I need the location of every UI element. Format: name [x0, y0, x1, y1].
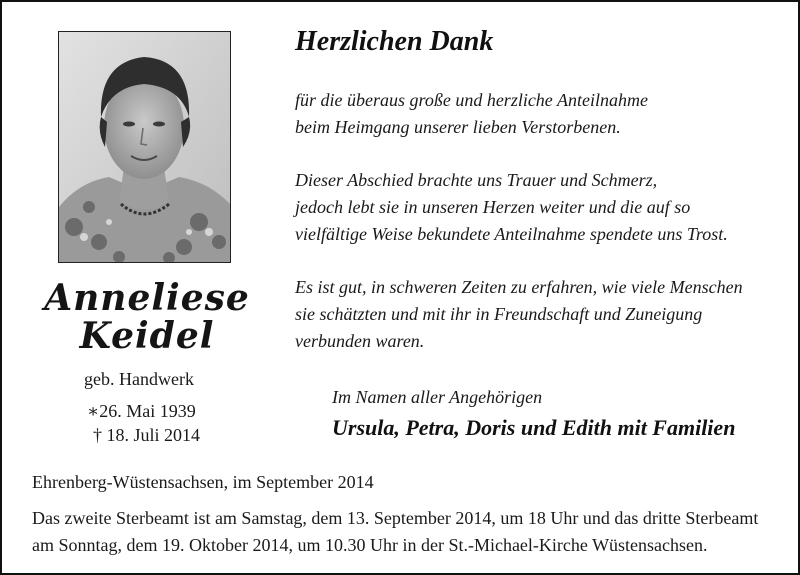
paragraph-line: vielfältige Weise bekundete Anteilnahme spendete uns Trost. — [295, 224, 728, 244]
signature-names: Ursula, Petra, Doris und Edith mit Familien — [332, 415, 736, 440]
paragraph-line: Es ist gut, in schweren Zeiten zu erfahren, wie viele Menschen — [295, 277, 743, 297]
paragraph-line: sie schätzten und mit ihr in Freundschaft und Zuneigung — [295, 304, 703, 324]
paragraph-line: beim Heimgang unserer lieben Verstorbenen. — [295, 117, 621, 137]
notice-line: Das zweite Sterbeamt ist am Samstag, dem 13. September 2014, um 18 Uhr und das dritte Sterbeamt — [32, 508, 759, 528]
portrait-image — [59, 32, 230, 262]
deceased-first-name: Anneliese — [44, 277, 250, 319]
birth-date: ∗26. Mai 1939 — [87, 401, 196, 421]
paragraph-line: Dieser Abschied brachte uns Trauer und Schmerz, — [295, 170, 658, 190]
signature-intro: Im Namen aller Angehörigen — [332, 387, 543, 407]
thanks-heading: Herzlichen Dank — [295, 26, 494, 57]
paragraph-line: für die überaus große und herzliche Anteilnahme — [295, 90, 648, 110]
memorial-service-notice — [32, 505, 758, 559]
death-date: † 18. Juli 2014 — [93, 425, 201, 445]
paragraph-line: verbunden waren. — [295, 331, 425, 351]
portrait-photo — [58, 31, 231, 263]
thanks-paragraph — [295, 167, 728, 248]
thanks-paragraph — [295, 87, 648, 141]
deceased-last-name: Keidel — [79, 315, 215, 357]
paragraph-line: jedoch lebt sie in unseren Herzen weiter und die auf so — [295, 197, 691, 217]
birth-name: geb. Handwerk — [84, 369, 194, 389]
place-date: Ehrenberg-Wüstensachsen, im September 2014 — [32, 472, 374, 492]
notice-line: am Sonntag, dem 19. Oktober 2014, um 10.30 Uhr in der St.-Michael-Kirche Wüstensachsen. — [32, 535, 708, 555]
thanks-paragraph — [295, 274, 743, 355]
